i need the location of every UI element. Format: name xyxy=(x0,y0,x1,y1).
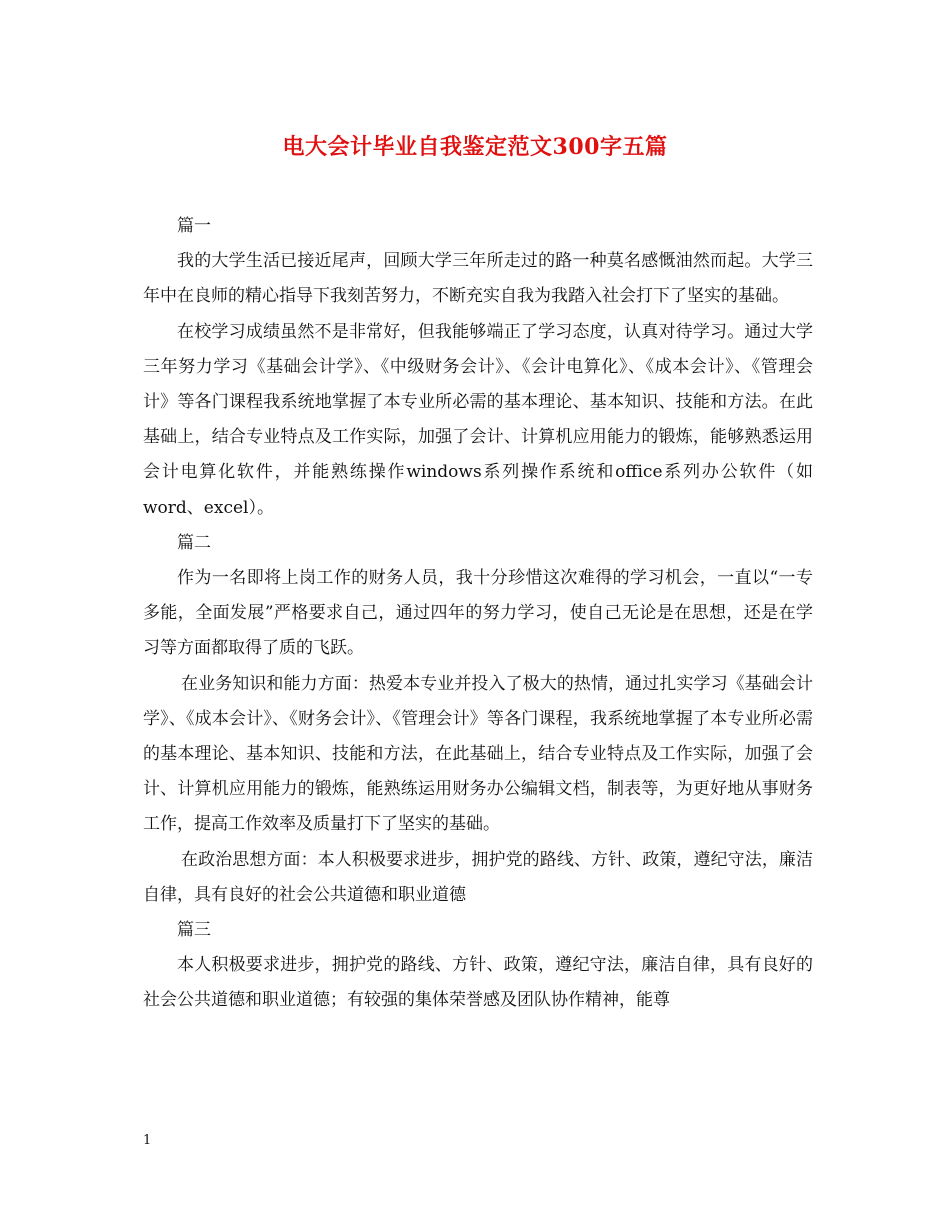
section-2-paragraph-1: 作为一名即将上岗工作的财务人员，我十分珍惜这次难得的学习机会，一直以“一专多能，全面发展”严格要求自己，通过四年的努力学习，使自己无论是在思想，还是在学习等方面都取得了质的飞跃。 xyxy=(143,568,813,659)
section-3-paragraph-1: 本人积极要求进步，拥护党的路线、方针、政策，遵纪守法，廉洁自律，具有良好的社会公共道德和职业道德；有较强的集体荣誉感及团队协作精神，能尊 xyxy=(143,955,813,1011)
section-1-paragraph-2: 在校学习成绩虽然不是非常好，但我能够端正了学习态度，认真对待学习。通过大学三年努力学习《基础会计学》、《中级财务会计》、《会计电算化》、《成本会计》、《管理会计》等各门课程我系统地掌握了本专业所必需的基本理论、基本知识、技能和方法。在此基础上，结合专业特点及工作实际，加强了会计、计算机应用能力的锻炼，能够熟悉运用会计电算化软件，并能熟练操作windows系列操作系统和office系列办公软件（如word、excel）。 xyxy=(143,321,813,518)
section-heading-2: 篇二 xyxy=(177,532,211,553)
section-2-paragraph-2: 在业务知识和能力方面：热爱本专业并投入了极大的热情，通过扎实学习《基础会计学》、《成本会计》、《财务会计》、《管理会计》等各门课程，我系统地掌握了本专业所必需的基本理论、基本知识、技能和方法，在此基础上，结合专业特点及工作实际，加强了会计、计算机应用能力的锻炼，能熟练运用财务办公编辑文档，制表等，为更好地从事财务工作，提高工作效率及质量打下了坚实的基础。 xyxy=(143,673,813,835)
page-number: 1 xyxy=(143,1133,152,1148)
section-2-paragraph-3: 在政治思想方面：本人积极要求进步，拥护党的路线、方针、政策，遵纪守法，廉洁自律，具有良好的社会公共道德和职业道德 xyxy=(143,849,813,905)
section-1-paragraph-1: 我的大学生活已接近尾声，回顾大学三年所走过的路一种莫名感慨油然而起。大学三年中在良师的精心指导下我刻苦努力，不断充实自我为我踏入社会打下了坚实的基础。 xyxy=(143,251,813,307)
section-heading-1: 篇一 xyxy=(177,216,211,236)
document-title: 电大会计毕业自我鉴定范文300字五篇 xyxy=(282,134,668,160)
section-heading-3: 篇三 xyxy=(177,920,211,941)
document-body xyxy=(143,209,813,1019)
